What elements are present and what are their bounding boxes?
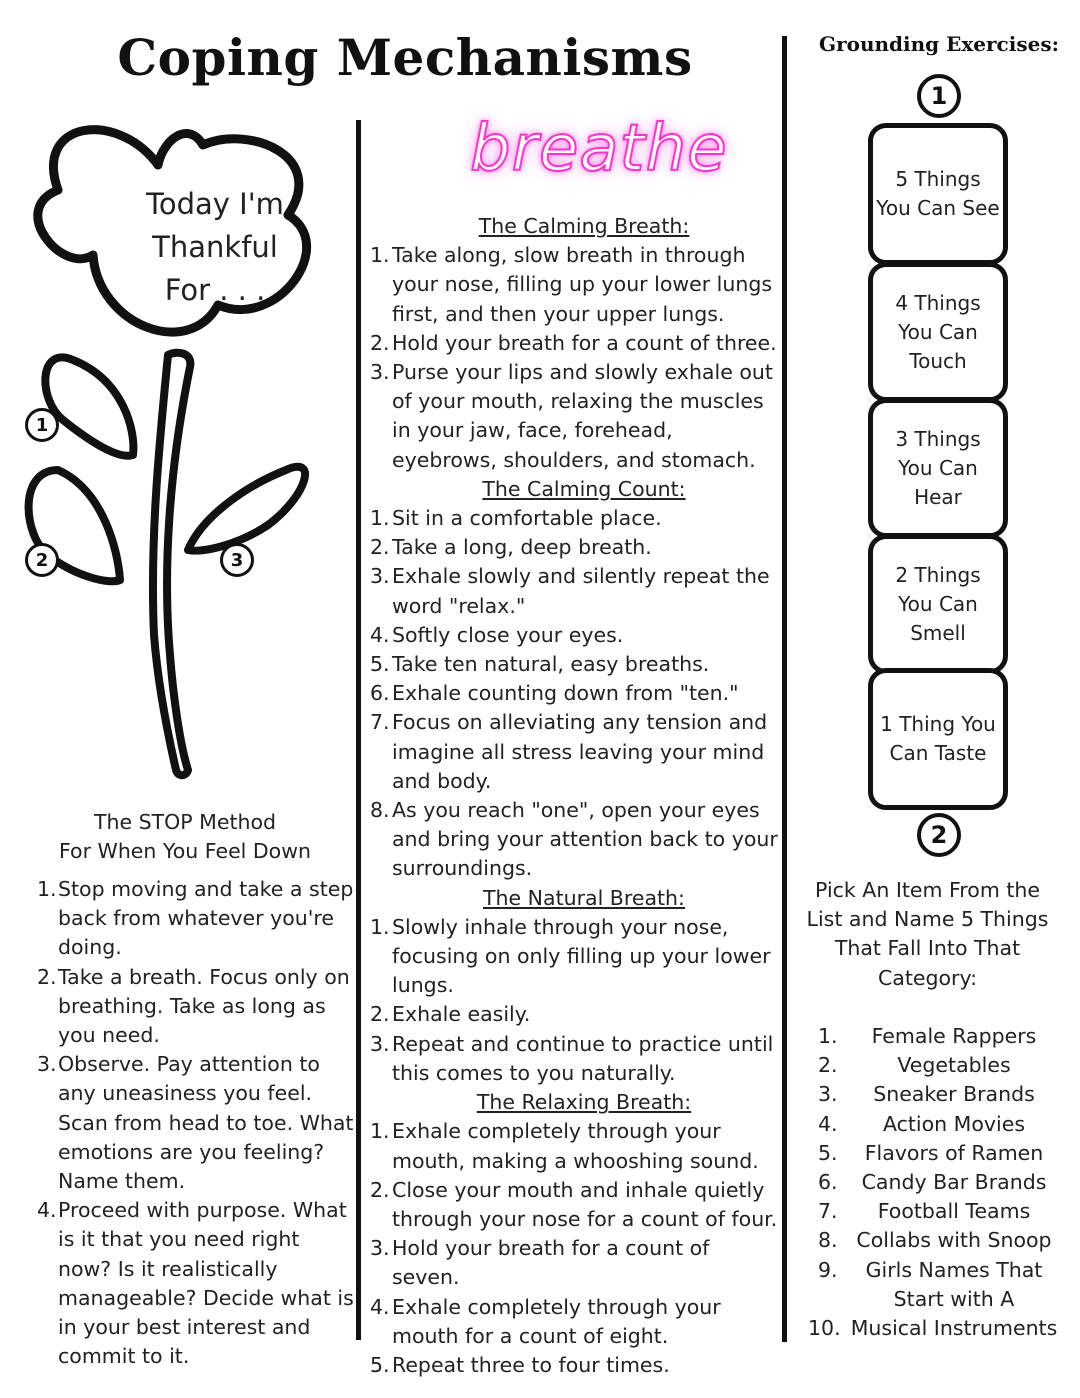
section-heading: The Natural Breath: xyxy=(483,885,685,910)
list-item: 4. Proceed with purpose. What is it that you need right now? Is it realistically manageable? Decide what is in your best interest and commit to it. xyxy=(37,1198,354,1369)
list-item: 1. Stop moving and take a step back from whatever you're doing. xyxy=(37,877,354,960)
list-item: 1. Sit in a comfortable place. xyxy=(370,506,662,531)
grounding-badge-bottom: 2 xyxy=(917,813,961,857)
grounding-box-hear: 3 Things You Can Hear xyxy=(868,398,1008,538)
list-item: 3. Hold your breath for a count of seven. xyxy=(370,1236,710,1290)
list-item: 6. Candy Bar Brands xyxy=(818,1170,1047,1195)
list-item: 6. Exhale counting down from "ten." xyxy=(370,681,739,706)
list-item: 1. Female Rappers xyxy=(818,1024,1037,1048)
list-item: 8. As you reach "one", open your eyes and bring your attention back to your surroundings. xyxy=(370,798,778,881)
list-item: 2. Exhale easily. xyxy=(370,1002,531,1027)
list-item: 10. Musical Instruments xyxy=(808,1316,1058,1341)
list-item: 3. Repeat and continue to practice until this comes to you naturally. xyxy=(370,1031,774,1085)
pick-instructions: Pick An Item From the List and Name 5 Things That Fall Into That Category: xyxy=(806,878,1049,990)
natural-breath-list xyxy=(370,913,780,1088)
breathe-neon-title: breathe xyxy=(470,112,728,186)
list-item: 2. Vegetables xyxy=(818,1053,1011,1078)
grounding-box-touch: 4 Things You Can Touch xyxy=(868,262,1008,402)
list-item: 4. Exhale completely through your mouth for a count of eight. xyxy=(370,1294,721,1348)
grounding-title: Grounding Exercises: xyxy=(819,32,1059,56)
leaf-2-badge: 2 xyxy=(25,543,59,577)
list-item: 3. Purse your lips and slowly exhale out of your mouth, relaxing the muscles in your jaw, face, forehead, eyebrows, shoulders, and stomach. xyxy=(370,360,773,472)
grounding-box-see: 5 Things You Can See xyxy=(868,123,1008,265)
right-divider xyxy=(782,36,787,1342)
list-item: 2. Close your mouth and inhale quietly through your nose for a count of four. xyxy=(370,1177,778,1231)
list-item: 4. Softly close your eyes. xyxy=(370,622,624,647)
section-heading: The Calming Breath: xyxy=(478,214,690,238)
list-item: 2. Take a breath. Focus only on breathing. Take as long as you need. xyxy=(37,964,350,1048)
list-item: 7. Football Teams xyxy=(818,1199,1031,1224)
list-item: 4. Action Movies xyxy=(818,1111,1026,1136)
grounding-box-taste: 1 Thing You Can Taste xyxy=(868,668,1008,810)
leaf-1 xyxy=(45,357,133,455)
stop-heading xyxy=(40,808,330,866)
list-item: 3. Exhale slowly and silently repeat the word "relax." xyxy=(370,564,770,618)
list-item: 3. Observe. Pay attention to any uneasiness you feel. Scan from head to toe. What emotions are you feeling? Name them. xyxy=(37,1052,354,1194)
stop-heading-line1: The STOP Method xyxy=(93,810,277,834)
section-heading: The Relaxing Breath: xyxy=(476,1090,692,1115)
list-item: 2. Hold your breath for a count of three. xyxy=(370,330,777,355)
leaf-1-badge: 1 xyxy=(25,408,59,442)
list-item: 5. Flavors of Ramen xyxy=(818,1140,1044,1165)
leaf-3-badge: 3 xyxy=(220,543,254,577)
list-item: 5. Repeat three to four times. xyxy=(370,1352,670,1377)
flower-stem xyxy=(153,353,190,776)
section-heading: The Calming Count: xyxy=(482,476,686,501)
list-item: 7. Focus on alleviating any tension and imagine all stress leaving your mind and body. xyxy=(370,710,768,793)
list-item: 2. Take a long, deep breath. xyxy=(370,535,652,560)
list-item: 8. Collabs with Snoop xyxy=(818,1228,1052,1253)
calming-breath-list xyxy=(370,241,780,475)
stop-heading-line2: For When You Feel Down xyxy=(59,839,311,863)
list-item: 9. Girls Names That Start with A xyxy=(818,1257,1043,1311)
list-item: 1. Exhale completely through your mouth, making a whooshing sound. xyxy=(370,1119,759,1173)
thankful-text: Today I'm Thankful For . . . xyxy=(146,187,284,307)
breathing-exercises xyxy=(370,212,780,1380)
calming-count-list xyxy=(370,504,780,884)
list-item: 1. Take along, slow breath in through your nose, filling up your lower lungs first, and then your upper lungs. xyxy=(370,243,773,326)
list-item: 5. Take ten natural, easy breaths. xyxy=(370,652,710,677)
relaxing-breath-list xyxy=(370,1117,780,1380)
category-list xyxy=(808,1022,1066,1343)
grounding-badge-top: 1 xyxy=(917,74,961,118)
stop-list xyxy=(37,875,357,1371)
leaf-3 xyxy=(188,467,305,551)
grounding-box-smell: 2 Things You Can Smell xyxy=(868,534,1008,674)
page-title: Coping Mechanisms xyxy=(117,28,693,87)
list-item: 1. Slowly inhale through your nose, focusing on only filling up your lower lungs. xyxy=(370,914,771,998)
list-item: 3. Sneaker Brands xyxy=(818,1082,1035,1107)
